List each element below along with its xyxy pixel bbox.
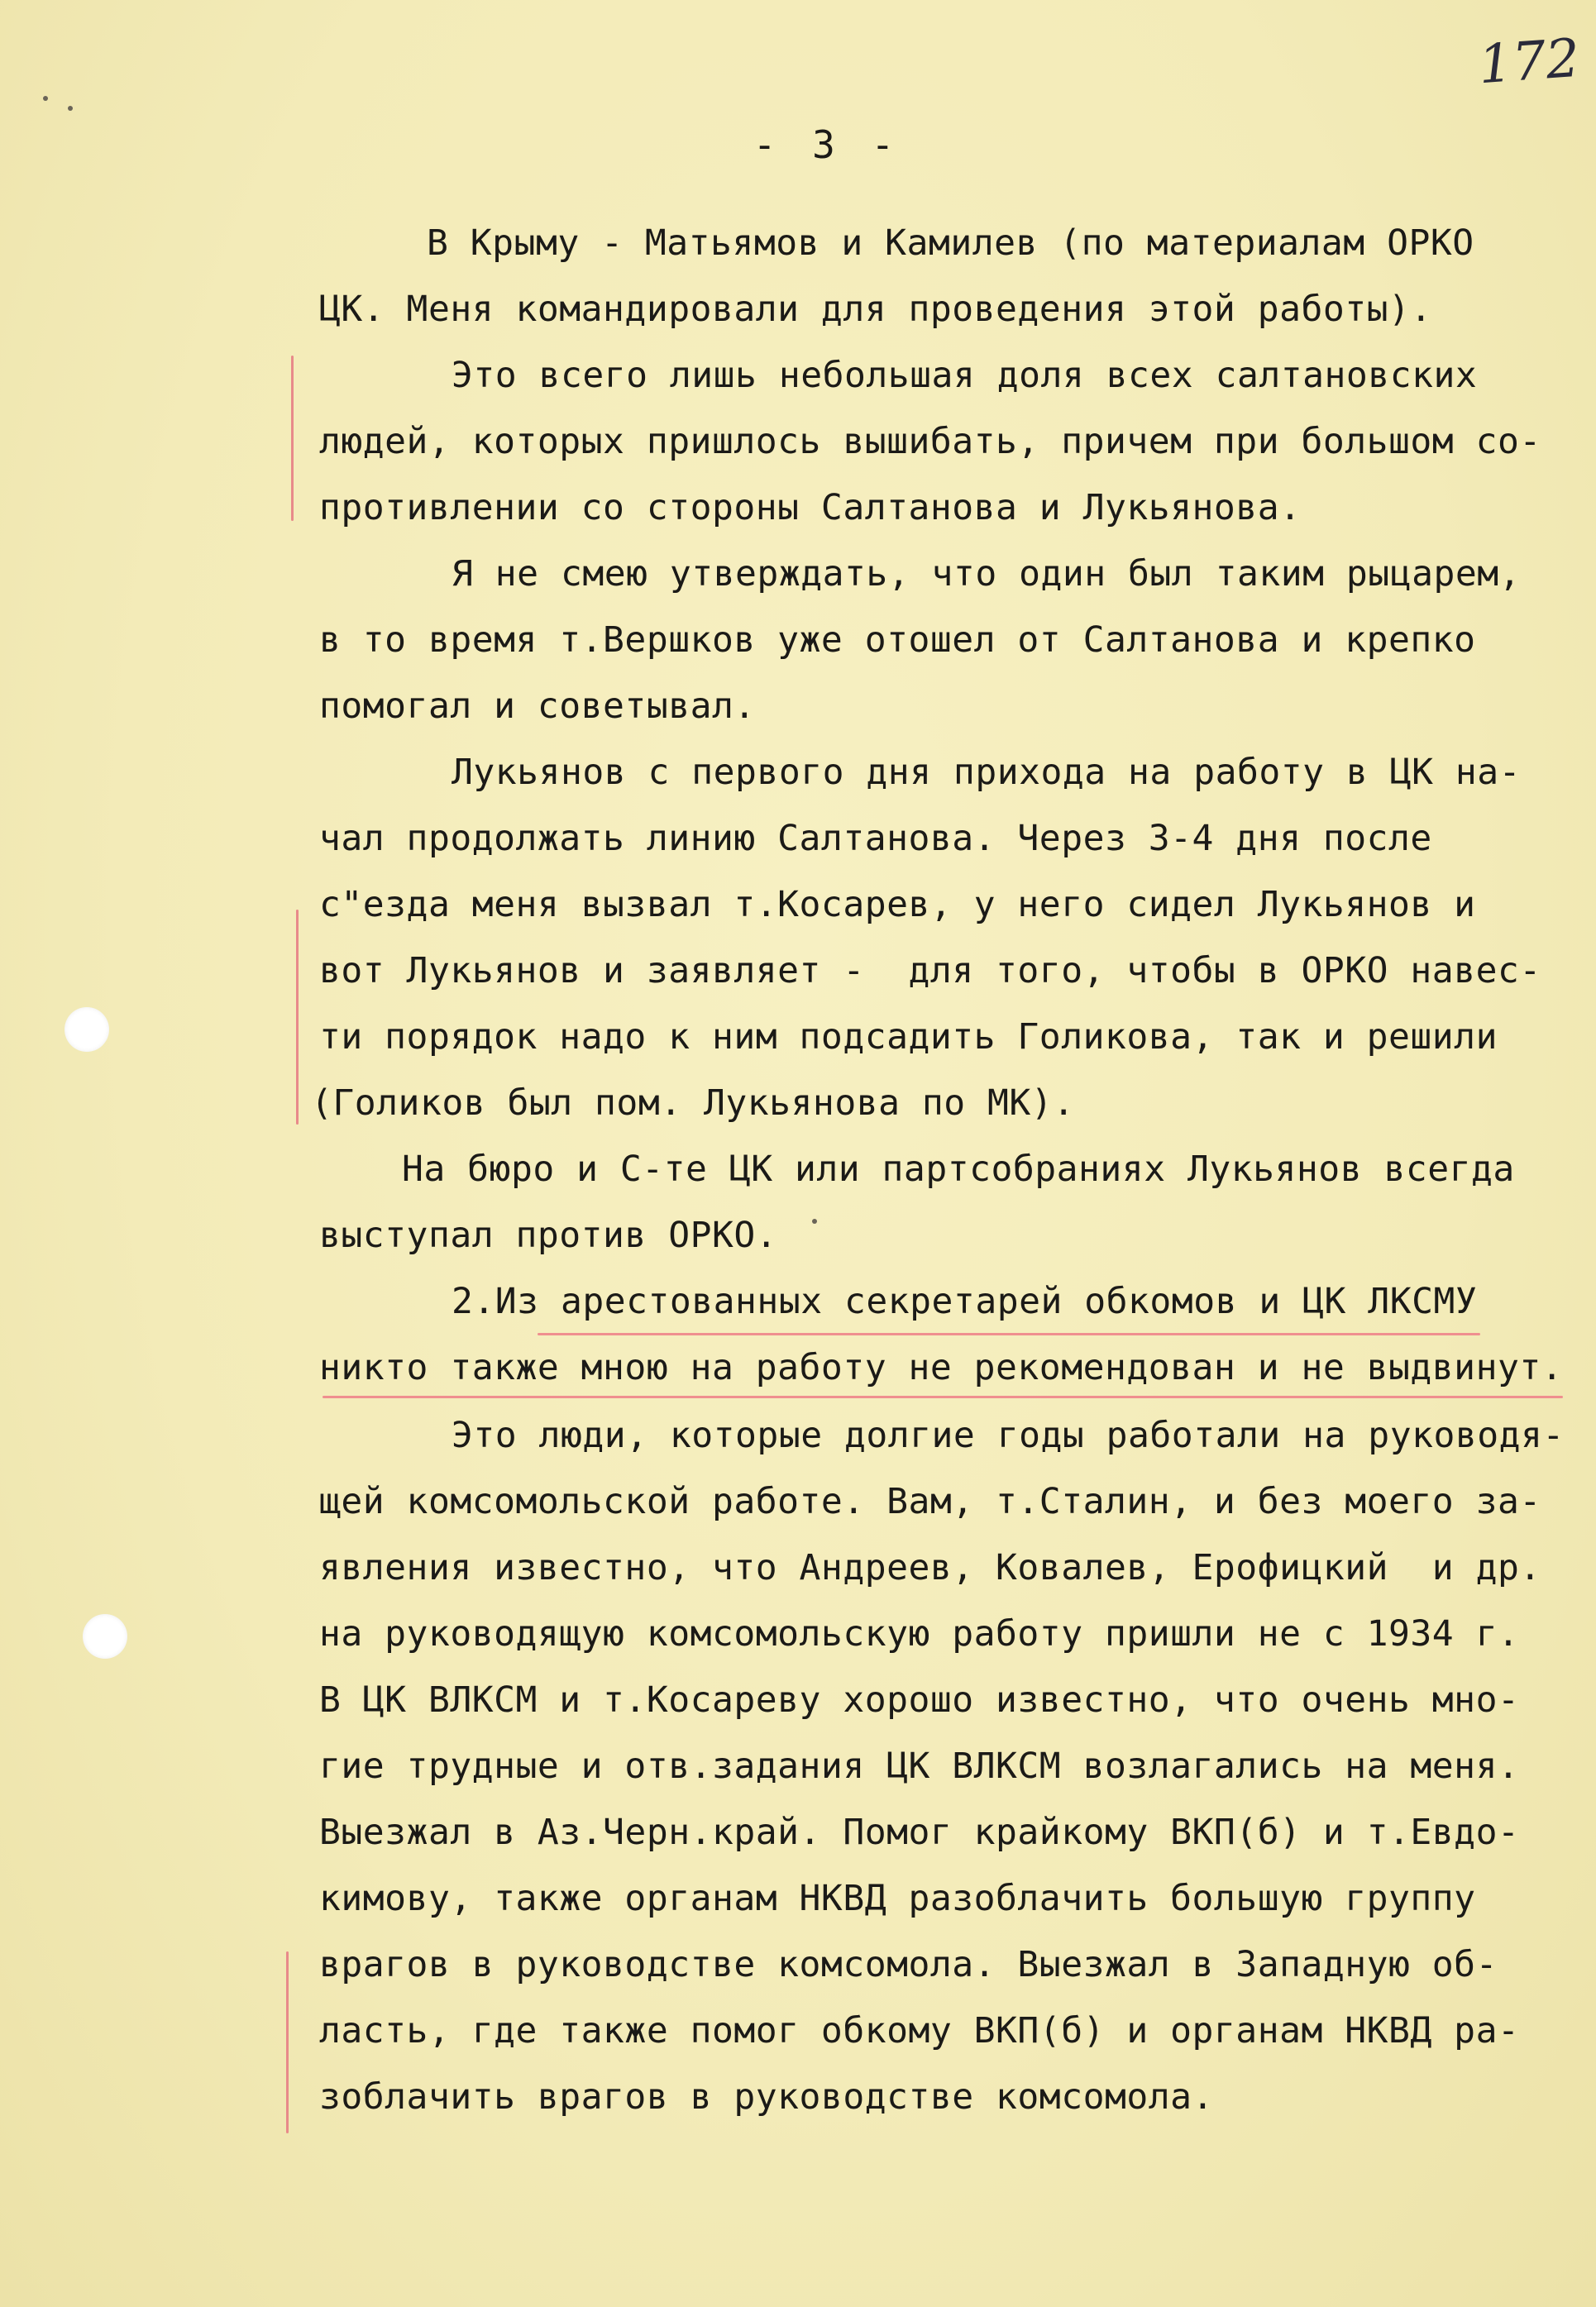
- text-line: зоблачить врагов в руководстве комсомола.: [319, 2076, 1214, 2118]
- archive-page-number: 172: [1476, 27, 1582, 97]
- text-line: противлении со стороны Салтанова и Лукьянова.: [319, 487, 1302, 528]
- text-line: явления известно, что Андреев, Ковалев, Ерофицкий и др.: [319, 1547, 1541, 1588]
- text-line: ти порядок надо к ним подсадить Голикова, так и решили: [319, 1016, 1498, 1058]
- text-line: ласть, где также помог обкому ВКП(б) и органам НКВД ра-: [319, 2010, 1520, 2051]
- text-line: 2.Из арестованных секретарей обкомов и ЦК ЛКСМУ: [452, 1281, 1478, 1322]
- underline-1: [538, 1333, 1480, 1335]
- text-line: ЦК. Меня командировали для проведения этой работы).: [319, 289, 1432, 330]
- text-line: с"езда меня вызвал т.Косарев, у него сидел Лукьянов и: [319, 884, 1476, 925]
- text-line: людей, которых пришлось вышибать, причем при большом со-: [319, 421, 1541, 462]
- ink-speck: [43, 96, 48, 101]
- text-line: вот Лукьянов и заявляет - для того, чтобы в ОРКО навес-: [319, 950, 1541, 991]
- page-number: - 3 -: [753, 122, 901, 167]
- text-line: в то время т.Вершков уже отошел от Салтанова и крепко: [319, 619, 1476, 661]
- text-line: никто также мною на работу не рекомендован и не выдвинут.: [319, 1347, 1564, 1388]
- punch-hole-top: [65, 1007, 109, 1052]
- margin-mark-3: [286, 1951, 289, 2133]
- text-line: гие трудные и отв.задания ЦК ВЛКСМ возлагались на меня.: [319, 1746, 1520, 1787]
- ink-speck: [812, 1219, 817, 1224]
- punch-hole-bottom: [83, 1614, 127, 1659]
- text-line: чал продолжать линию Салтанова. Через 3-4 дня после: [319, 818, 1432, 859]
- text-line: Лукьянов с первого дня прихода на работу в ЦК на-: [452, 752, 1522, 793]
- text-line: кимову, также органам НКВД разоблачить большую группу: [319, 1878, 1476, 1919]
- text-line: Я не смею утверждать, что один был таким рыцарем,: [452, 553, 1522, 595]
- text-line: щей комсомольской работе. Вам, т.Сталин, и без моего за-: [319, 1481, 1541, 1522]
- text-line: на руководящую комсомольскую работу пришли не с 1934 г.: [319, 1613, 1520, 1655]
- margin-mark-1: [291, 356, 294, 521]
- text-line: выступал против ОРКО.: [319, 1215, 778, 1256]
- ink-speck: [68, 106, 73, 111]
- text-line: Выезжал в Аз.Черн.край. Помог крайкому ВКП(б) и т.Евдо-: [319, 1812, 1520, 1853]
- text-line: (Голиков был пом. Лукьянова по МК).: [311, 1082, 1075, 1124]
- text-line: Это люди, которые долгие годы работали на руководя-: [452, 1415, 1565, 1456]
- text-line: На бюро и С-те ЦК или партсобраниях Лукьянов всегда: [402, 1149, 1515, 1190]
- text-line: В ЦК ВЛКСМ и т.Косареву хорошо известно, что очень мно-: [319, 1679, 1520, 1721]
- text-line: врагов в руководстве комсомола. Выезжал в Западную об-: [319, 1944, 1498, 1985]
- text-line: Это всего лишь небольшая доля всех салтановских: [452, 355, 1478, 396]
- margin-mark-2: [296, 910, 299, 1125]
- text-line: В Крыму - Матьямов и Камилев (по материалам ОРКО: [427, 222, 1474, 264]
- underline-2: [323, 1396, 1563, 1398]
- text-line: помогал и советывал.: [319, 685, 756, 727]
